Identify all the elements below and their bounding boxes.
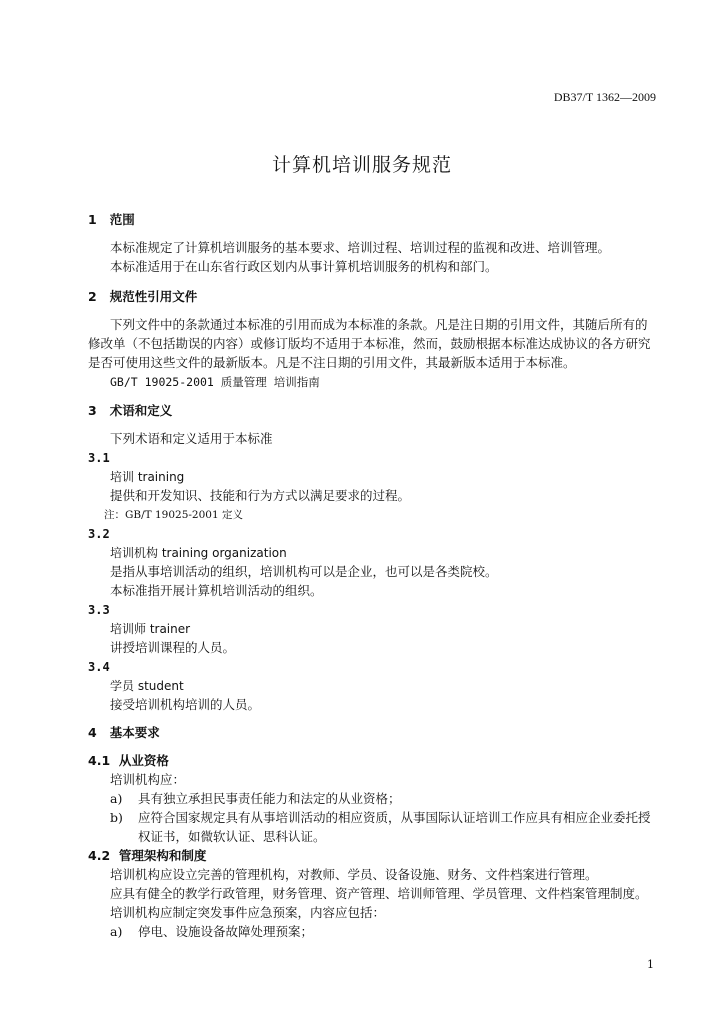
subsection-title: 管理架构和制度 <box>118 848 207 863</box>
section-3-heading <box>88 402 172 420</box>
paragraph: 本标准规定了计算机培训服务的基本要求、培训过程、培训过程的监视和改进、培训管理。 <box>110 240 611 255</box>
section-title: 基本要求 <box>109 725 160 740</box>
paragraph: 培训机构应： <box>110 772 186 787</box>
normative-reference: GB/T 19025-2001 质量管理 培训指南 <box>110 375 320 389</box>
section-number: 1 <box>88 212 97 227</box>
list-marker: a) <box>110 791 123 806</box>
paragraph: 培训机构应制定突发事件应急预案，内容应包括： <box>110 905 386 920</box>
paragraph: 培训机构应设立完善的管理机构，对教师、学员、设备设施、财务、文件档案进行管理。 <box>110 867 598 882</box>
list-item-text: 应符合国家规定具有从事培训活动的相应资质，从事国际认证培训工作应具有相应企业委托授 <box>138 810 651 825</box>
section-title: 规范性引用文件 <box>109 289 198 304</box>
section-2-heading <box>88 288 197 306</box>
term-number: 3.4 <box>88 660 110 674</box>
section-1-heading <box>88 211 135 229</box>
page-number: 1 <box>647 958 654 971</box>
list-item-text: 具有独立承担民事责任能力和法定的从业资格； <box>138 791 401 806</box>
list-item-text: 停电、设施设备故障处理预案； <box>138 924 314 939</box>
section-4-heading <box>88 724 160 742</box>
list-marker: b) <box>110 810 123 825</box>
term-definition: 本标准指开展计算机培训活动的组织。 <box>110 583 323 598</box>
paragraph: 应具有健全的教学行政管理，财务管理、资产管理、培训师管理、学员管理、文件档案管理制度。 <box>110 886 648 901</box>
term-title: 培训机构 training organization <box>110 546 287 560</box>
paragraph-line: 是否可使用这些文件的最新版本。凡是不注日期的引用文件，其最新版本适用于本标准。 <box>88 355 576 370</box>
section-number: 2 <box>88 289 97 304</box>
subsection-number: 4.2 <box>88 848 111 863</box>
list-item-text: 权证书，如微软认证、思科认证。 <box>138 829 326 844</box>
term-definition: 提供和开发知识、技能和行为方式以满足要求的过程。 <box>110 488 411 503</box>
term-number: 3.1 <box>88 451 110 465</box>
subsection-4-1-heading <box>88 752 169 770</box>
term-definition: 接受培训机构培训的人员。 <box>110 697 261 712</box>
paragraph: 本标准适用于在山东省行政区划内从事计算机培训服务的机构和部门。 <box>110 259 498 274</box>
term-definition: 讲授培训课程的人员。 <box>110 640 236 655</box>
subsection-number: 4.1 <box>88 753 111 768</box>
term-title: 学员 student <box>110 679 184 693</box>
section-title: 术语和定义 <box>109 403 173 418</box>
term-title: 培训师 trainer <box>110 622 191 636</box>
subsection-4-2-heading <box>88 847 206 865</box>
term-title: 培训 training <box>110 470 185 484</box>
term-definition: 是指从事培训活动的组织，培训机构可以是企业，也可以是各类院校。 <box>110 564 498 579</box>
list-marker: a) <box>110 924 123 939</box>
paragraph: 下列术语和定义适用于本标准 <box>110 431 273 446</box>
standard-number: DB37/T 1362—2009 <box>553 90 656 104</box>
term-number: 3.2 <box>88 527 110 541</box>
section-number: 3 <box>88 403 97 418</box>
term-note: 注：GB/T 19025-2001 定义 <box>104 509 243 521</box>
section-number: 4 <box>88 725 97 740</box>
document-title: 计算机培训服务规范 <box>271 154 452 176</box>
paragraph-line: 修改单（不包括勘误的内容）或修订版均不适用于本标准，然而，鼓励根据本标准达成协议的各方研究 <box>88 336 651 351</box>
term-number: 3.3 <box>88 603 110 617</box>
subsection-title: 从业资格 <box>118 753 169 768</box>
paragraph-line: 下列文件中的条款通过本标准的引用而成为本标准的条款。凡是注日期的引用文件，其随后所有的 <box>110 317 648 332</box>
section-title: 范围 <box>109 212 135 227</box>
